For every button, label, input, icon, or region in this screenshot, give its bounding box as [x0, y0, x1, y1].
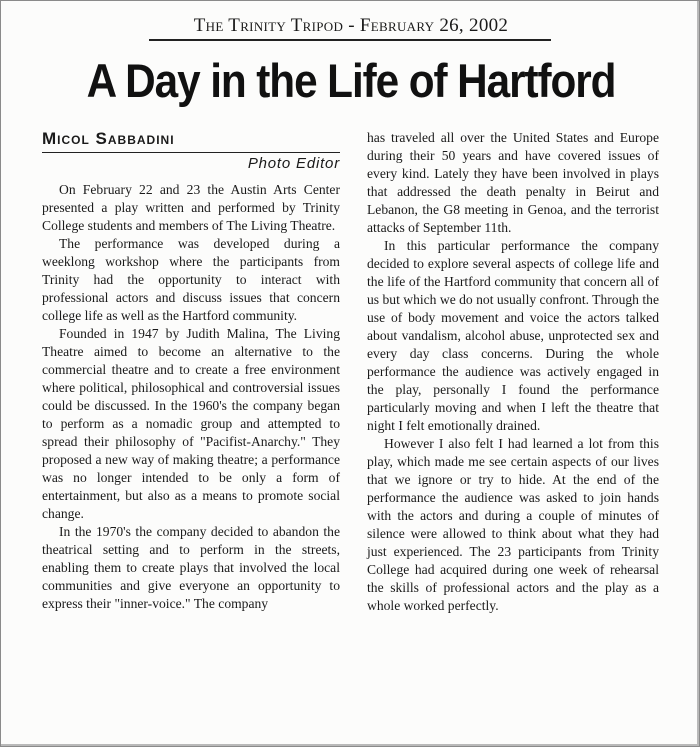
- paragraph: On February 22 and 23 the Austin Arts Center presented a play written and performed by Trinity College students and members of The Living Theatre.: [42, 182, 340, 233]
- article-headline: A Day in the Life of Hartford: [86, 54, 616, 107]
- byline-divider: [42, 152, 340, 153]
- paragraph-continued: has traveled all over the United States and Europe during their 50 years and have covered issues of every kind. Lately they have been involved in plays that addressed the death penalty in Beirut and Lebanon, the G8 meeting in Genoa, and the terrorist attacks of September 11th.: [367, 130, 659, 235]
- paragraph: Founded in 1947 by Judith Malina, The Living Theatre aimed to become an alternative to the commercial theatre and to create a free environment where political, philosophical and controversial issues could be discussed. In the 1960's the company began to perform as a nomadic group and attempted to spread their philosophy of "Pacifist-Anarchy." They proposed a new way of making theatre; a performance was no longer intended to be only a form of entertainment, but also as a means to promote social change.: [42, 326, 340, 521]
- paragraph: In the 1970's the company decided to abandon the theatrical setting and to perform in the streets, enabling them to create plays that involved the local communities and give everyone an opportunity to express their "inner-voice." The company: [42, 524, 340, 611]
- article-column-left: [42, 181, 340, 613]
- author-name: Micol Sabbadini: [42, 129, 175, 148]
- paragraph: In this particular performance the company decided to explore several aspects of college life and the life of the Hartford community that concern all of us but which we do not usually confront. Through the use of body movement and voice the actors talked about vandalism, alcohol abuse, unprotected sex and every day class concerns. During the whole performance the audience was actively engaged in the play, personally I found the performance particularly moving and when I left the theatre that night I felt emotionally drained.: [367, 238, 659, 433]
- paragraph: The performance was developed during a weeklong workshop where the participants from Trinity had the opportunity to interact with professional actors and discuss issues that concern college life as well as the Hartford community.: [42, 236, 340, 323]
- paragraph: However I also felt I had learned a lot from this play, which made me see certain aspects of our lives that we ignore or try to hide. At the end of the performance the audience was asked to join hands with the actors and during a couple of minutes of silence were allowed to think about what they had just experienced. The 23 participants from Trinity College had acquired during one week of rehearsal the skills of professional actors and the play as a whole worked perfectly.: [367, 436, 659, 613]
- masthead-divider: [149, 39, 551, 41]
- newspaper-masthead: The Trinity Tripod - February 26, 2002: [193, 15, 509, 36]
- author-role: Photo Editor: [247, 155, 340, 172]
- article-column-right: [367, 129, 659, 615]
